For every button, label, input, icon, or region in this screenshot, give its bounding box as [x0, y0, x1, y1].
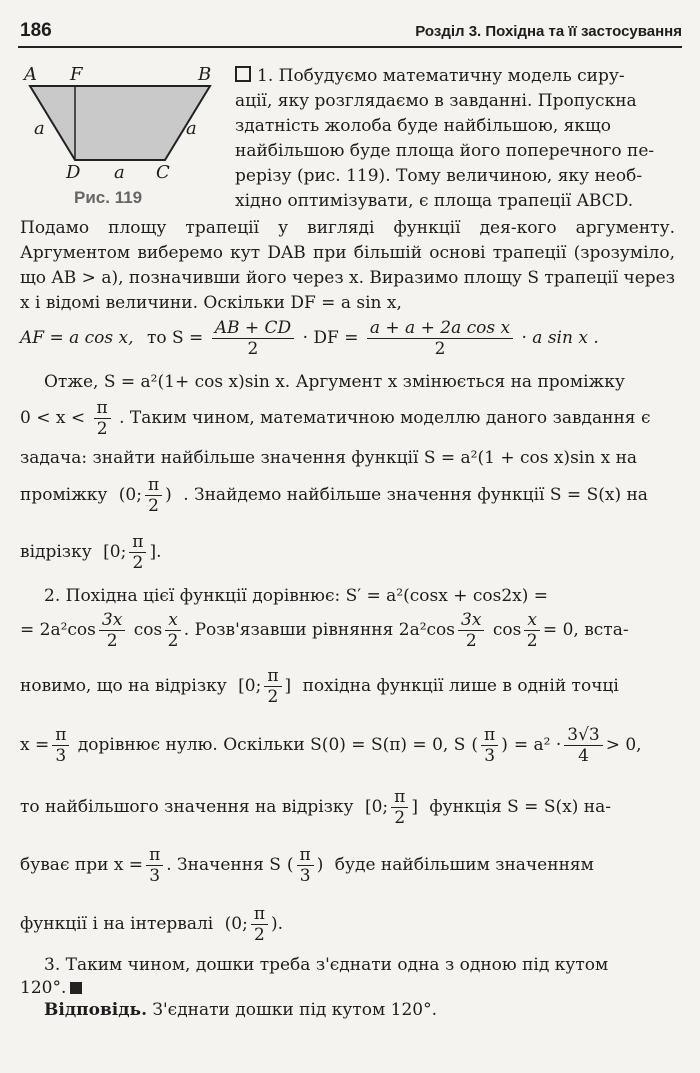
line-otzhe: Отже, S = a²(1+ cos x)sin x. Аргумент x змінюється на проміжку	[44, 372, 625, 392]
label-side-a-right: a	[186, 118, 197, 139]
paragraph-1-wrapped	[235, 64, 675, 214]
label-side-a-left: a	[34, 118, 45, 139]
p1-line-2: ації, яку розглядаємо в завданні. Пропускна	[235, 91, 637, 111]
paragraph-1-full: Подамо площу трапеції у вигляді функції дея-кого аргументу. Аргументом виберемо кут DAB при більшій основі трапеції (зрозуміло, що AB > a), позначивши його через x. Виразимо площу S трапеції через x і відомі величини. Оскільки DF = a sin x,	[20, 218, 675, 313]
p2-line-7: функції і на інтервалі (0; $\frac{\pi}{2}$ ).	[20, 904, 284, 945]
p2-line-6: буває при x = $\frac{\pi}{3}$ . Значення S ( $\frac{\pi}{3}$ ) буде найбільшим значенням	[20, 845, 594, 886]
p1-line-6: хідно оптимізувати, є площа трапеції ABCD.	[235, 191, 634, 211]
label-c-vertex: C	[156, 162, 170, 183]
p2-line-3: новимо, що на відрізку [0; $\frac{\pi}{2}$ ] похідна функції лише в одній точці	[20, 666, 619, 707]
p3-line-2: 120°.	[20, 978, 82, 998]
end-of-proof-icon	[70, 982, 82, 994]
trapezoid-shape	[30, 86, 210, 160]
p3-line-1: 3. Таким чином, дошки треба з'єднати одна з одною під кутом	[44, 955, 609, 975]
label-d-vertex: D	[66, 162, 81, 183]
answer-label: Відповідь.	[44, 1000, 147, 1020]
p2-line-1: 2. Похідна цієї функції дорівнює: S′ = a²(cosx + cos2x) =	[44, 586, 549, 606]
line-segment: відрізку [0; $\frac{\pi}{2}$ ].	[20, 532, 162, 573]
p1-line-1: 1. Побудуємо математичну модель сиру-	[235, 64, 675, 89]
line-interval: проміжку (0; $\frac{\pi}{2}$ ) . Знайдемо найбільше значення функції S = S(x) на	[20, 475, 648, 516]
line-task: задача: знайти найбільше значення функції S = a²(1 + cos x)sin x на	[20, 448, 638, 468]
answer-text: З'єднати дошки під кутом 120°.	[152, 1000, 438, 1020]
area-formula: AF = a cos x, то S = $\frac{AB + CD}{2}$ · DF = $\frac{\text{a + a + 2a cos x}}{2}$ · a sin x .	[20, 318, 599, 359]
line-range: 0 < x < $\frac{\pi}{2}$ . Таким чином, математичною моделлю даного завдання є	[20, 398, 651, 439]
p2-line-2: = 2a²cos $\frac{3x}{2}$ cos $\frac{x}{2}$ . Розв'язавши рівняння 2a²cos $\frac{3x}{2}$ cos $\frac{x}{2}$ = 0, вста-	[20, 610, 629, 651]
p1-line-3: здатність жолоба буде найбільшою, якщо	[235, 116, 612, 136]
label-f-vertex: F	[70, 64, 83, 85]
page-number: 186	[20, 20, 52, 41]
start-square-icon	[235, 66, 251, 82]
p1-line-4: найбільшою буде площа його поперечного пе-	[235, 141, 655, 161]
p2-line-5: то найбільшого значення на відрізку [0; $\frac{\pi}{2}$ ] функція S = S(x) на-	[20, 787, 611, 828]
label-side-a-bottom: a	[114, 162, 125, 183]
answer	[44, 1000, 437, 1020]
p2-line-4: x = $\frac{\pi}{3}$ дорівнює нулю. Оскільки S(0) = S(π) = 0, S ( $\frac{\pi}{3}$ ) = a² · $\frac{3√3}{4}$ > 0,	[20, 725, 642, 766]
figure-caption: Рис. 119	[74, 188, 143, 207]
label-b-vertex: B	[198, 64, 212, 85]
label-a-vertex: A	[24, 64, 37, 85]
p1-line-5: рерізу (рис. 119). Тому величиною, яку необ-	[235, 166, 643, 186]
chapter-title: Розділ 3. Похідна та її застосування	[415, 23, 682, 40]
page-header	[18, 18, 682, 48]
